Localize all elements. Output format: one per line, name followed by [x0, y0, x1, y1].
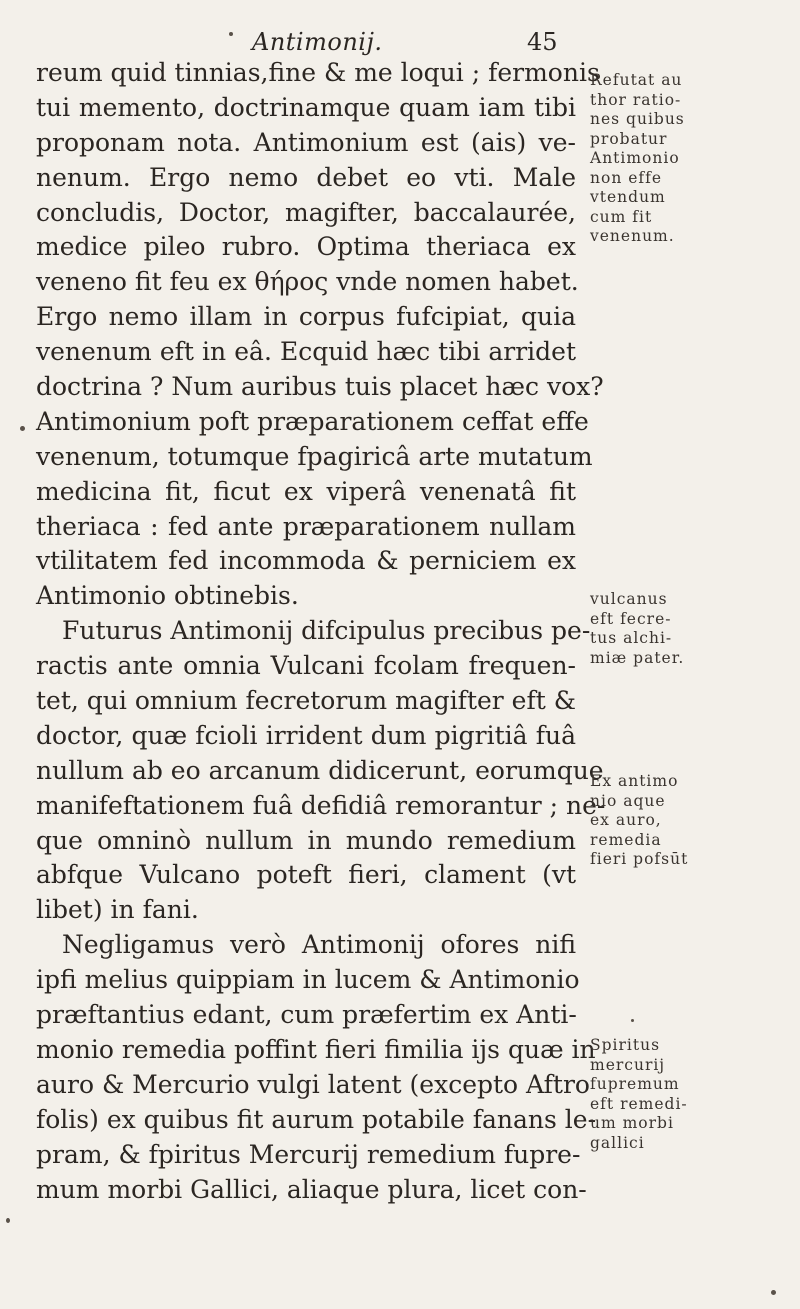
text-line: doctrina ? Num auribus tuis placet hæc vox? — [36, 372, 604, 402]
margin-note-line: ex auro, — [590, 811, 662, 829]
margin-note-line: remedia — [590, 830, 662, 849]
text-line: præftantius edant, cum præfertim ex Anti- — [36, 1000, 577, 1030]
margin-note-line: mercurij — [590, 1055, 666, 1074]
text-line: abfque Vulcano poteft fieri, clament (vt — [36, 860, 576, 890]
text-line: vtilitatem fed incommoda & perniciem ex — [36, 546, 576, 576]
text-line: folis) ex quibus fit aurum potabile fanans le- — [36, 1104, 597, 1134]
margin-note-line: miæ pater. — [590, 648, 685, 667]
text-line: manifeftationem fuâ defidiâ remorantur ; ne- — [36, 790, 606, 820]
margin-note-line: vtendum — [590, 188, 666, 206]
text-line: nenum. Ergo nemo debet eo vti. Male — [36, 162, 576, 192]
text-line: que omninò nullum in mundo remedium — [36, 825, 576, 855]
text-line: Antimonium poft præparationem ceffat effe — [36, 406, 589, 436]
text-line: reum quid tinnias,fine & me loqui ; fermonis — [36, 58, 600, 87]
ink-speck — [771, 1290, 776, 1295]
margin-note-line: nes quibus — [590, 110, 685, 128]
margin-note-line: gallici — [590, 1133, 645, 1152]
text-line: medice pileo rubro. Optima theriaca ex — [36, 232, 576, 262]
margin-note-line: vulcanus — [590, 590, 668, 608]
text-line: libet) in fani. — [36, 895, 199, 925]
margin-note-line: non effe — [590, 168, 663, 187]
text-line: tui memento, doctrinamque quam iam tibi — [36, 92, 576, 122]
margin-note-line: tus alchi- — [590, 629, 673, 647]
page-number: 45 — [527, 28, 558, 56]
margin-note-vulcanus — [590, 590, 700, 668]
text-line: mum morbi Gallici, aliaque plura, licet con- — [36, 1174, 587, 1204]
text-line: nullum ab eo arcanum didicerunt, eorumque — [36, 755, 604, 785]
margin-note-line: um morbi — [590, 1114, 674, 1132]
running-title: Antimonij. — [252, 28, 383, 56]
text-line: Futurus Antimonij difcipulus precibus pe- — [62, 616, 591, 646]
ink-speck — [20, 426, 25, 431]
text-line: Antimonio obtinebis. — [36, 581, 299, 611]
margin-note-spiritus — [590, 1036, 700, 1153]
text-line: ractis ante omnia Vulcani fcolam frequen- — [36, 651, 576, 681]
margin-note-line: Ex antimo — [590, 772, 679, 790]
text-line: doctor, quæ fcioli irrident dum pigritiâ fuâ — [36, 720, 576, 750]
margin-note-line: cum fit — [590, 207, 653, 226]
margin-note-line: thor ratio- — [590, 90, 682, 109]
text-line: venenum, totumque fpagiricâ arte mutatum — [36, 441, 593, 471]
text-line: pram, & fpiritus Mercurij remedium fupre- — [36, 1139, 581, 1169]
margin-note-refutat — [590, 71, 700, 247]
text-line: tet, qui omnium fecretorum magifter eft & — [36, 686, 576, 716]
text-line: veneno fit feu ex θήρος vnde nomen habet. — [36, 267, 579, 297]
margin-note-line: venenum. — [590, 227, 675, 245]
main-text-block — [36, 56, 606, 1207]
text-line: proponam nota. Antimonium est (ais) ve- — [36, 127, 576, 157]
text-line: concludis, Doctor, magifter, baccalaurée, — [36, 197, 576, 227]
ink-speck — [631, 1019, 634, 1022]
ink-speck — [6, 1218, 10, 1223]
text-line: medicina fit, ficut ex viperâ venenatâ fit — [36, 476, 576, 506]
margin-note-line: nio aque — [590, 791, 666, 810]
text-line: monio remedia poffint fieri fimilia ijs quæ in — [36, 1034, 596, 1064]
text-line: Negligamus verò Antimonij ofores nifi — [62, 930, 576, 960]
margin-note-line: fieri pofsūt — [590, 850, 689, 868]
ink-speck — [229, 32, 233, 36]
margin-note-line: Spiritus — [590, 1036, 661, 1054]
text-line: theriaca : fed ante præparationem nullam — [36, 511, 576, 541]
margin-note-line: eft remedi- — [590, 1094, 688, 1113]
margin-note-line: Antimonio — [590, 149, 680, 167]
margin-note-line: eft fecre- — [590, 609, 672, 628]
text-line: venenum eft in eâ. Ecquid hæc tibi arridet — [36, 337, 576, 367]
text-line: Ergo nemo illam in corpus fufcipiat, quia — [36, 302, 576, 332]
text-line: auro & Mercurio vulgi latent (excepto Aftro — [36, 1069, 590, 1099]
margin-note-line: Refutat au — [590, 71, 683, 89]
margin-note-ex-antimonio — [590, 772, 700, 870]
margin-note-line: probatur — [590, 129, 668, 148]
margin-note-line: fupremum — [590, 1075, 680, 1093]
text-line: ipfi melius quippiam in lucem & Antimonio — [36, 965, 580, 995]
